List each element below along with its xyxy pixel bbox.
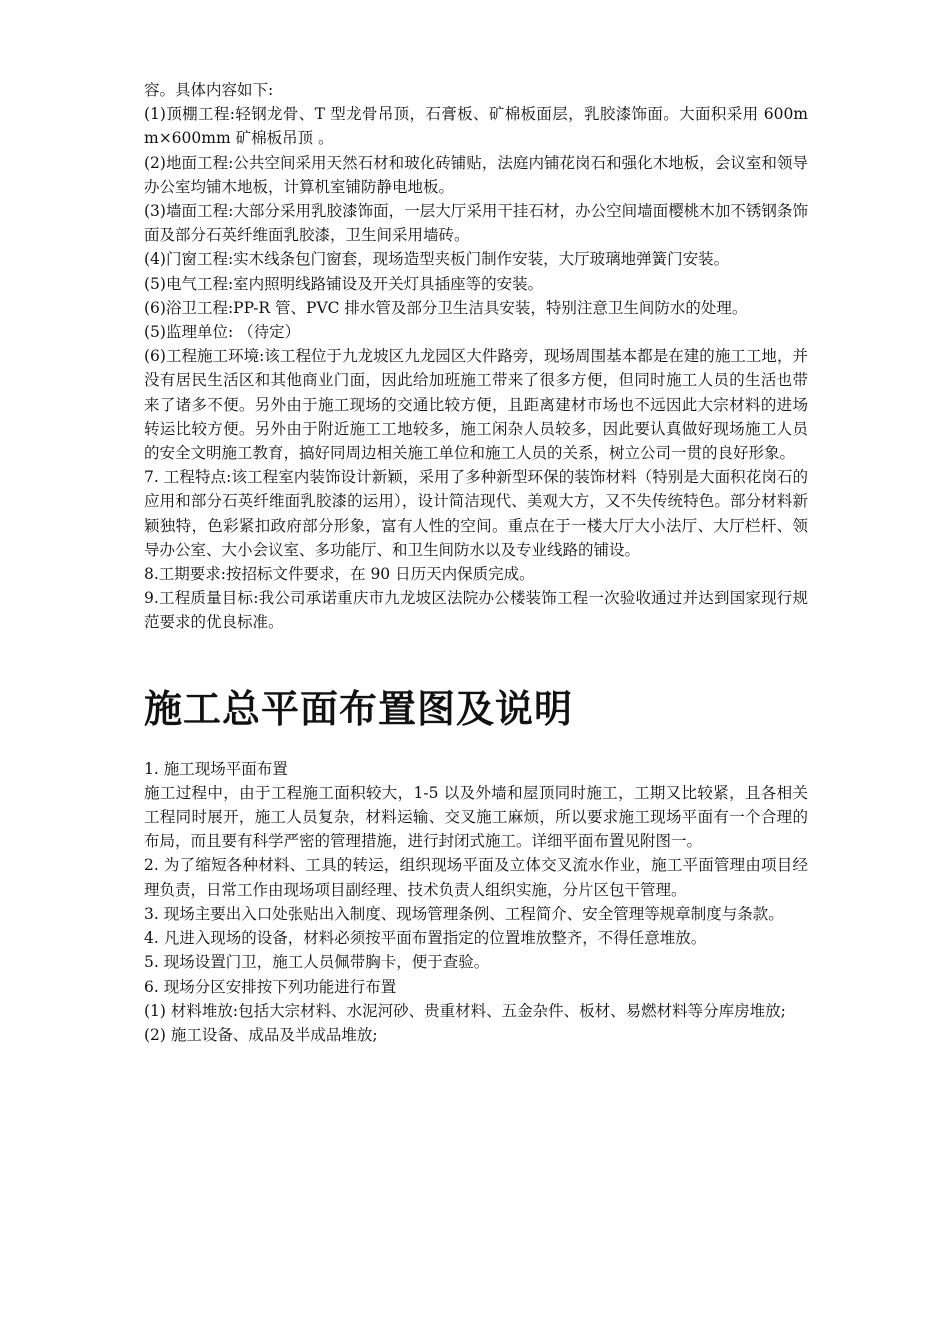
paragraph-bathroom-works: (6)浴卫工程:PP-R 管、PVC 排水管及部分卫生洁具安装，特别注意卫生间防水的处理。: [144, 298, 748, 317]
paragraph-layout-item-5: 5. 现场设置门卫，施工人员佩带胸卡，便于查验。: [144, 953, 490, 972]
paragraph-schedule: 8.工期要求:按招标文件要求，在 90 日历天内保质完成。: [144, 565, 535, 584]
paragraph-zone-materials: (1) 材料堆放:包括大宗材料、水泥河砂、贵重材料、五金杂件、板材、易燃材料等分库房堆放;: [144, 1001, 786, 1020]
paragraph-layout-item-6: 6. 现场分区安排按下列功能进行布置: [144, 977, 397, 996]
paragraph-ceiling-works: (1)顶棚工程:轻钢龙骨、T 型龙骨吊顶，石膏板、矿棉板面层，乳胶漆饰面。大面积采用 600mm×600mm 矿棉板吊顶 。: [144, 105, 808, 148]
paragraph-layout-description: 施工过程中，由于工程施工面积较大，1-5 以及外墙和屋顶同时施工，工期又比较紧，且各相关工程同时展开，施工人员复杂，材料运输、交叉施工麻烦，所以要求施工现场平面有一个合理的布局，而且要有科学严密的管理措施，进行封闭式施工。详细平面布置见附图一。: [144, 783, 808, 851]
paragraph-floor-works: (2)地面工程:公共空间采用天然石材和玻化砖铺贴，法庭内铺花岗石和强化木地板，会议室和领导办公室均铺木地板，计算机室铺防静电地板。: [144, 153, 808, 196]
paragraph-intro: 容。具体内容如下:: [144, 81, 274, 99]
site-layout-section: [144, 757, 808, 1047]
paragraph-layout-item-4: 4. 凡进入现场的设备，材料必须按平面布置指定的位置堆放整齐，不得任意堆放。: [144, 929, 707, 948]
paragraph-project-features: 7. 工程特点:该工程室内装饰设计新颖，采用了多种新型环保的装饰材料（特别是大面积花岗石的应用和部分石英纤维面乳胶漆的运用），设计简洁现代、美观大方，又不失传统特色。部分材料新颖独特，色彩紧扣政府部分形象，富有人性的空间。重点在于一楼大厅大小法厅、大厅栏杆、领导办公室、大小会议室、多功能厅、和卫生间防水以及专业线路的铺设。: [144, 468, 808, 559]
paragraph-layout-title: 1. 施工现场平面布置: [144, 759, 288, 778]
document-page: [144, 78, 808, 1047]
paragraph-electrical-works: (5)电气工程:室内照明线路铺设及开关灯具插座等的安装。: [144, 274, 544, 293]
paragraph-layout-item-3: 3. 现场主要出入口处张贴出入制度、现场管理条例、工程简介、安全管理等规章制度与条款。: [144, 904, 784, 923]
paragraph-quality-target: 9.工程质量目标:我公司承诺重庆市九龙坡区法院办公楼装饰工程一次验收通过并达到国家现行规范要求的优良标准。: [144, 589, 808, 632]
paragraph-door-window-works: (4)门窗工程:实木线条包门窗套，现场造型夹板门制作安装，大厅玻璃地弹簧门安装。: [144, 250, 730, 269]
paragraph-construction-environment: (6)工程施工环境:该工程位于九龙坡区九龙园区大件路旁，现场周围基本都是在建的施工工地，并没有居民生活区和其他商业门面，因此给加班施工带来了很多方便，但同时施工人员的生活也带来了诸多不便。另外由于施工现场的交通比较方便，且距离建材市场也不远因此大宗材料的进场转运比较方便。另外由于附近施工工地较多，施工闲杂人员较多，因此要认真做好现场施工人员的安全文明施工教育，搞好同周边相关施工单位和施工人员的关系，树立公司一贯的良好形象。: [144, 347, 808, 463]
section-heading: 施工总平面布置图及说明: [144, 686, 574, 731]
paragraph-zone-equipment: (2) 施工设备、成品及半成品堆放;: [144, 1025, 378, 1044]
paragraph-wall-works: (3)墙面工程:大部分采用乳胶漆饰面，一层大厅采用干挂石材，办公空间墙面樱桃木加不锈钢条饰面及部分石英纤维面乳胶漆，卫生间采用墙砖。: [144, 202, 808, 245]
paragraph-layout-item-2: 2. 为了缩短各种材料、工具的转运，组织现场平面及立体交叉流水作业，施工平面管理由项目经理负责，日常工作由现场项目副经理、技术负责人组织实施，分片区包干管理。: [144, 856, 808, 899]
paragraph-supervisor: (5)监理单位: （待定）: [144, 323, 301, 342]
project-overview-section: [144, 78, 808, 635]
